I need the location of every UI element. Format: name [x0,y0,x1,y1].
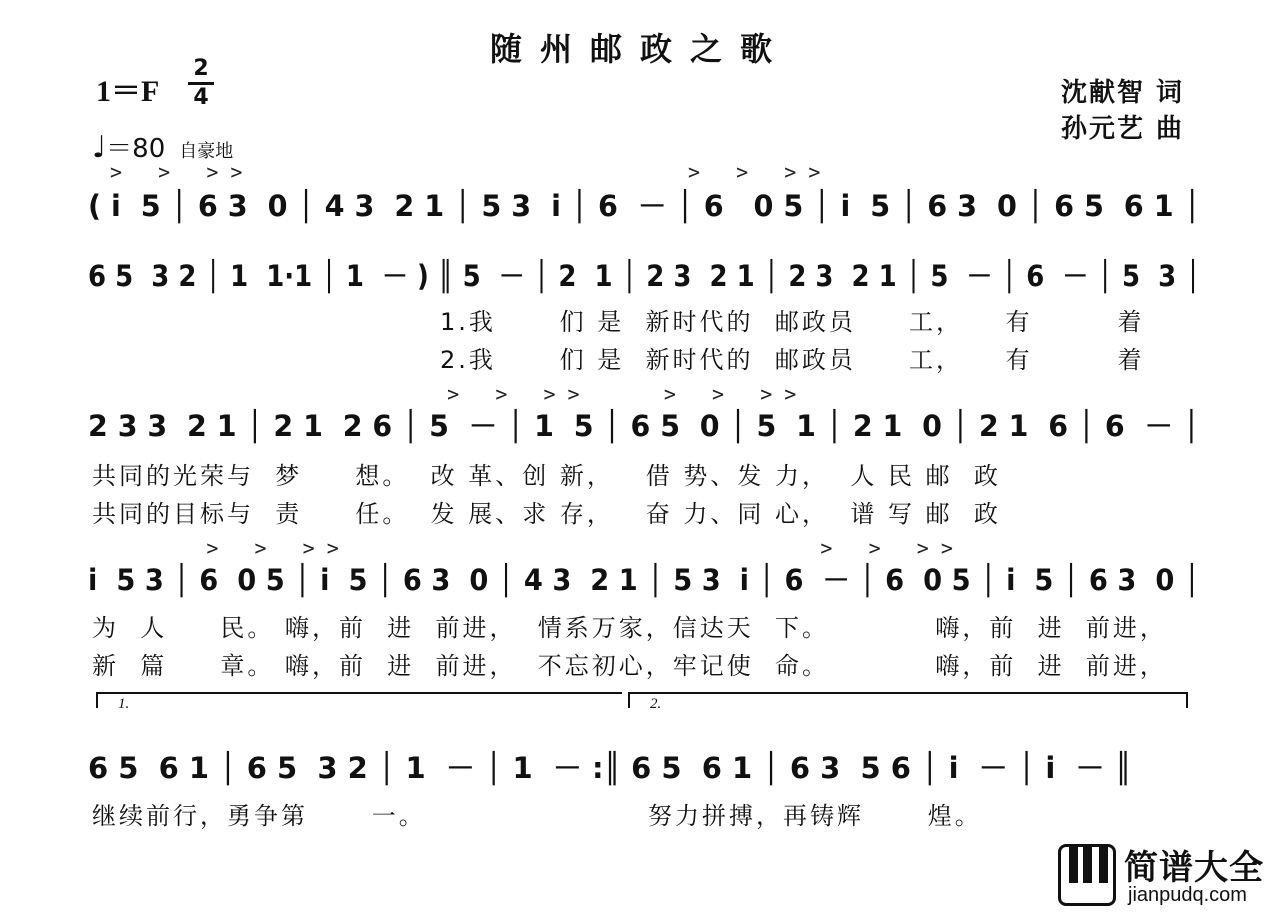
first-ending-bracket [96,692,622,712]
piano-icon [1058,844,1116,906]
staff-line-4: i 5 3 │ 6 0 5 │ i 5 │ 6 3 0 │ 4 3 2 1 │ 5 3 i │ 6 － │ 6 0 5 │ i 5 │ 6 3 0 │ [88,563,1201,597]
lyric-line5-first-ending: 继续前行，勇争第 一。 [92,802,426,830]
time-signature [188,58,214,109]
expression-marking: 自豪地 [179,141,234,162]
lyric-line2-verse1: 1.我 们 是 新时代的 邮政员 工， 有 着 [440,308,1145,336]
accent-marks-line1: > > > > > > > > [110,160,821,184]
logo-url-text: jianpudq.com [1128,884,1247,906]
second-ending-bracket [628,692,1188,712]
tempo-value: ＝80 [106,134,166,164]
lyric-line4-verse1: 为 人 民。 嗨，前 进 前进， 情系万家，信达天 下。 嗨，前 进 前进， [92,614,1167,642]
logo-brand-text: 简谱大全 [1124,848,1264,888]
key-signature: 1＝F [96,75,160,108]
quarter-note-icon: ♩ [92,130,107,165]
site-logo [1058,842,1280,912]
lyricist-credit: 沈献智 词 [1060,78,1184,108]
time-signature-bottom: 4 [193,85,209,110]
time-signature-top: 2 [193,56,209,81]
lyric-line4-verse2: 新 篇 章。 嗨，前 进 前进， 不忘初心，牢记使 命。 嗨，前 进 前进， [92,652,1167,680]
second-ending-label: 2. [650,696,662,712]
staff-line-2: 6 5 3 2 │ 1 1·1 │ 1 － ) ║ 5 － │ 2 1 │ 2 3 2 1 │ 2 3 2 1 │ 5 － │ 6 － │ 5 3 │ [88,259,1201,293]
staff-line-1: ( i 5 │ 6 3 0 │ 4 3 2 1 │ 5 3 i │ 6 － │ 6 0 5 │ i 5 │ 6 3 0 │ 6 5 6 1 │ [88,189,1201,223]
lyric-line3-verse1: 共同的光荣与 梦 想。 改 革、创 新， 借 势、发 力， 人 民 邮 政 [92,462,1001,490]
composer-credit: 孙元艺 曲 [1060,114,1184,144]
first-ending-label: 1. [118,696,130,712]
accent-marks-line4: > > > > > > > > [110,536,953,560]
lyric-line5-second-ending: 努力拼搏，再铸辉 煌。 [648,802,982,830]
staff-line-3: 2 3 3 2 1 │ 2 1 2 6 │ 5 － │ 1 5 │ 6 5 0 │ 5 1 │ 2 1 0 │ 2 1 6 │ 6 － │ [88,409,1201,443]
staff-line-5: 6 5 6 1 │ 6 5 3 2 │ 1 － │ 1 － :║ 6 5 6 1 │ 6 3 5 6 │ i － │ i － ║ [88,751,1133,785]
lyric-line3-verse2: 共同的目标与 责 任。 发 展、求 存， 奋 力、同 心， 谱 写 邮 政 [92,500,1001,528]
song-title: 随州邮政之歌 [489,30,790,68]
lyric-line2-verse2: 2.我 们 是 新时代的 邮政员 工， 有 着 [440,346,1145,374]
accent-marks-line3: > > > > > > > > [110,382,797,406]
